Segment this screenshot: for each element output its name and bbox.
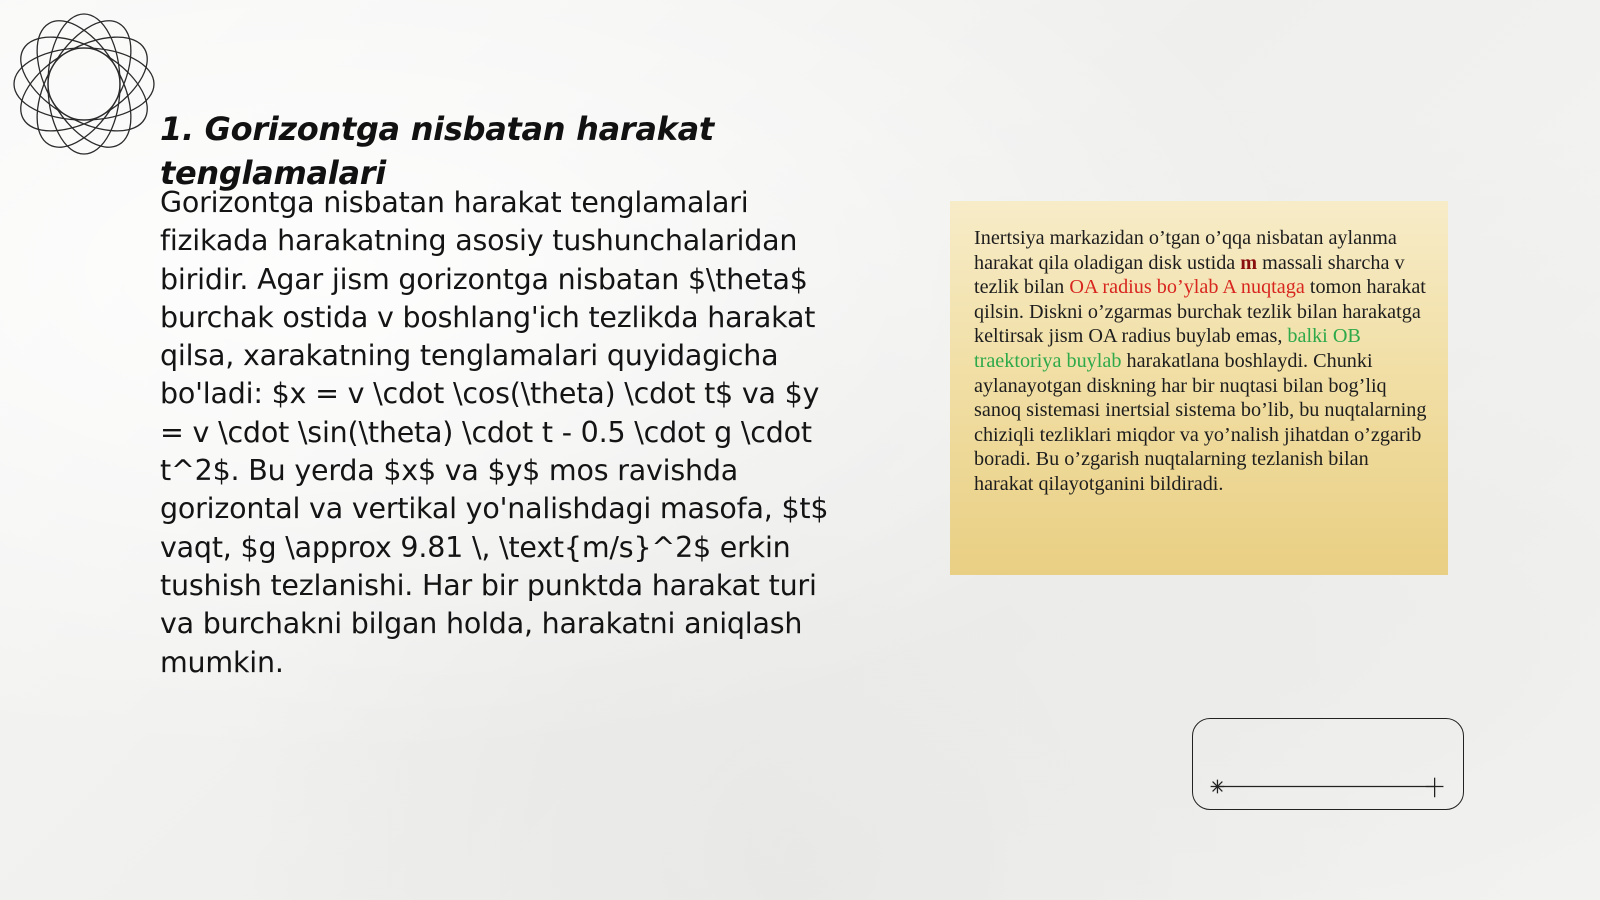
note-highlight-mass: m [1240, 251, 1258, 274]
note-highlight-radius: OA radius bo’ylab A nuqtaga [1069, 276, 1305, 299]
note-image-box [950, 201, 1448, 575]
note-text-part: tomon harakat qilsin. Diskni o’zgarmas burchak tezlik bilan harakatga keltirsak jism OA radius buylab emas, [974, 276, 1426, 348]
crosshair-icon [1426, 778, 1444, 798]
slide-body-text: Gorizontga nisbatan harakat tenglamalari fizikada harakatning asosiy tushunchalaridan biridir. Agar jism gorizontga nisbatan $\theta$ burchak ostida v boshlang'ich tezlikda harakat qilsa, xarakatning tenglamalari quyidagicha bo'ladi: $x = v \cdot \cos(\theta) \cdot t$ va $y = v \cdot \sin(\theta) \cdot t - 0.5 \cdot g \cdot t^2$. Bu yerda $x$ va $y$ mos ravishda gorizontal va vertikal yo'nalishdagi masofa, $t$ vaqt, $g \approx 9.81 \, \text{m/s}^2$ erkin tushish tezlanishi. Har bir punktda harakat turi va burchakni bilgan holda, harakatni aniqlash mumkin. [160, 186, 829, 679]
note-text-part: massali sharcha v tezlik bilan [974, 251, 1405, 299]
slide-title: 1. Gorizontga nisbatan harakat tenglamalari [160, 110, 714, 192]
timeline-line [1193, 719, 1463, 809]
note-text-part: Inertsiya markazidan o’tgan o’qqa nisbatan aylanma harakat qila oladigan disk ustida [974, 227, 1397, 274]
note-text-part: harakatlana boshlaydi. Chunki aylanayotgan diskning har bir nuqtasi bilan bog’liq sanoq sistemasi inertsial sistema bo’lib, bu nuqtalarning chiziqli tezliklari miqdor va yo’nalish jihatdan o’zgarib boradi. Bu o’zgarish nuqtalarning tezlanish bilan harakat qilayotganini bildiradi. [974, 349, 1427, 495]
note-highlight-trajectory: balki OB traektoriya buylab [974, 325, 1361, 372]
timeline-decoration [1192, 718, 1464, 810]
orbital-rings-logo [10, 10, 158, 158]
sparkle-icon [1211, 780, 1225, 794]
